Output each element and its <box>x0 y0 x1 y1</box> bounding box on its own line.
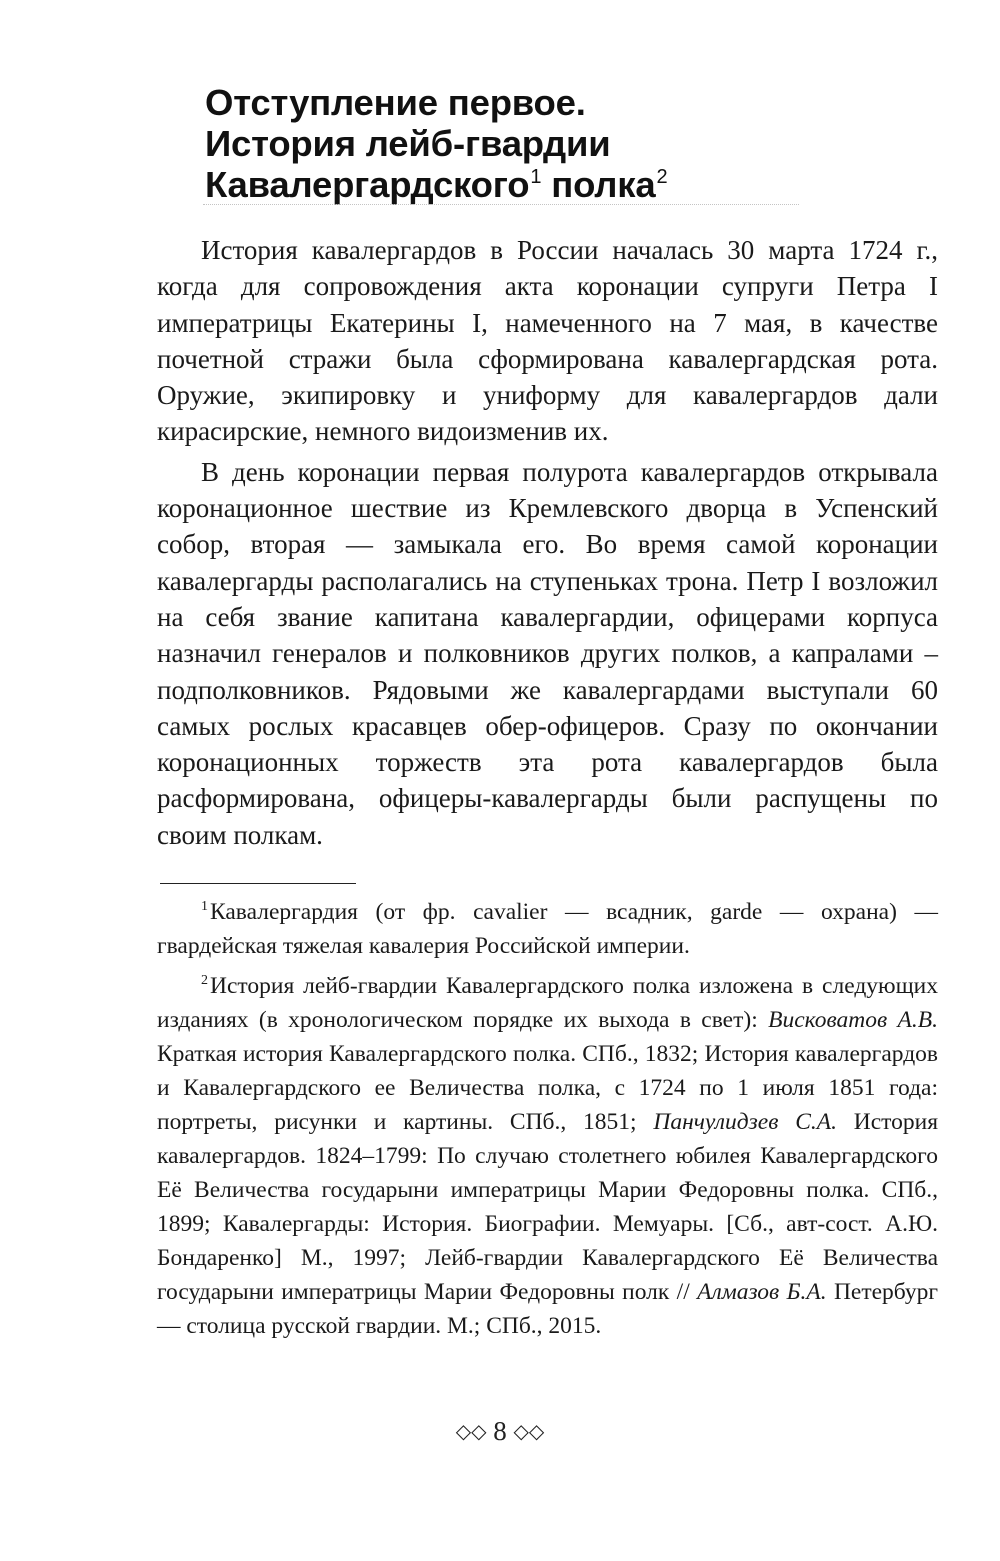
heading-word-cavalier: Кавалергардского <box>205 164 530 205</box>
footnote-2-text-d: Петербург — столица русской гвардии. М.; СПб., 2015. <box>157 1279 938 1339</box>
footnote-2 <box>157 969 938 1343</box>
ornament-left-icon: ◇◇ <box>455 1421 487 1443</box>
heading-line-2: История лейб-гвардии <box>205 123 611 164</box>
footnote-2-text-a: История лейб-гвардии Кавалергардского полка изложена в следующих изданиях (в хронологическом порядке их выхода в свет): <box>157 973 938 1033</box>
page-number <box>0 1413 1000 1450</box>
footnote-2-text-c: История кавалергардов. 1824–1799: По случаю столетнего юбилея Кавалергардского Её Величества государыни императрицы Марии Федоровны полка. СПб., 1899; Кавалергарды: История. Биографии. Мемуары. [Сб., авт-сост. А.Ю. Бондаренко] М., 1997; Лейб-гвардии Кавалергардского Её Величества государыни императрицы Марии Федоровны полк // <box>157 1109 939 1305</box>
footnote-2-text-b: Краткая история Кавалергардского полка. СПб., 1832; История кавалергардов и Кавалергардского ее Величества полка, с 1724 по 1 июля 1851 года: портреты, рисунки и картины. СПб., 1851; <box>157 1041 938 1135</box>
footnote-ref-2: 2 <box>656 166 668 188</box>
footnote-2-author-panchulidzev: Панчулидзев С.А. <box>653 1109 837 1135</box>
footnotes <box>157 895 938 1343</box>
footnote-separator <box>160 883 356 884</box>
ornament-right-icon: ◇◇ <box>513 1421 545 1443</box>
paragraph-2: В день коронации первая полурота кавалергардов открывала коронационное шествие из Кремлевского дворца в Успенский собор, вторая — замыкала его. Во время самой коронации кавалергарды располагались на ступеньках трона. Петр I возложил на себя звание капитана кавалергардии, офицерами корпуса назначил генералов и полковников других полков, а капралами – подполковников. Рядовыми же кавалергардами выступали 60 самых рослых красавцев обер-офицеров. Сразу по окончании коронационных торжеств эта рота кавалергардов была расформирована, офицеры-кавалергарды были распущены по своим полкам. <box>157 456 938 850</box>
footnote-1-text: Кавалергардия (от фр. cavalier — всадник, garde — охрана) — гвардейская тяжелая кавалерия Российской империи. <box>157 899 938 959</box>
heading-line-1: Отступление первое. <box>205 82 586 123</box>
footnote-2-author-viskovatov: Висковатов А.В. <box>768 1007 939 1033</box>
footnote-1-mark: 1 <box>201 899 208 914</box>
heading-divider <box>203 204 799 205</box>
footnote-2-author-almazov: Алмазов Б.А. <box>697 1279 827 1305</box>
paragraph-1: История кавалергардов в России началась 30 марта 1724 г., когда для сопровождения акта коронации супруги Петра I императрицы Екатерины I, намеченного на 7 мая, в качестве почетной стражи была сформирована кавалергардская рота. Оружие, экипировку и униформу для кавалергардов дали кирасирские, немного видоизменив их. <box>157 235 938 447</box>
page-number-value: 8 <box>493 1416 507 1446</box>
body-text <box>157 232 938 853</box>
footnote-2-mark: 2 <box>201 973 208 988</box>
footnote-1 <box>157 895 938 963</box>
chapter-heading <box>205 82 765 205</box>
heading-word-regiment: полка <box>541 164 656 205</box>
footnote-ref-1: 1 <box>530 166 542 188</box>
heading-line-3 <box>205 164 765 205</box>
